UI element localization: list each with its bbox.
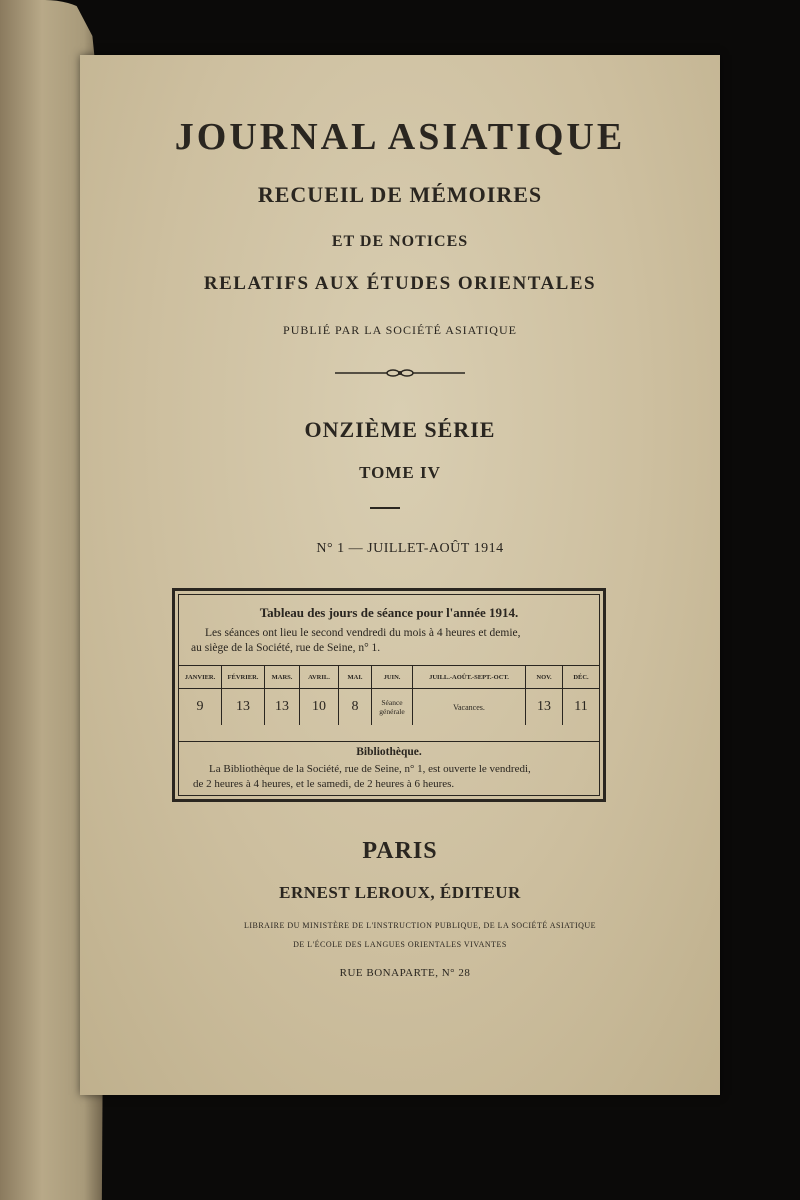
month-cell: JUIN. [372,666,413,689]
month-cell: FÉVRIER. [222,666,265,689]
library-title: Bibliothèque. [179,741,599,758]
subtitle-etudes: RELATIFS AUX ÉTUDES ORIENTALES [203,273,597,294]
month-cell: JANVIER. [179,666,222,689]
month-cell: MARS. [265,666,300,689]
day-cell: 8 [339,689,372,726]
month-cell: DÉC. [563,666,600,689]
day-cell: 9 [196,699,204,714]
day-cell: 13 [526,689,563,726]
month-row [179,666,599,689]
subtitle-memoires: RECUEIL DE MÉMOIRES [257,182,543,207]
schedule-line-1: Les séances ont lieu le second vendredi du mois à 4 heures et demie, [205,627,521,639]
city: PARIS [362,838,438,864]
day-cell: 11 [563,689,600,726]
publisher-credit-2: DE L'ÉCOLE DES LANGUES ORIENTALES VIVANTES [293,940,507,949]
title-page [80,55,720,1095]
short-divider [370,507,400,509]
tome-number: TOME IV [359,463,441,482]
schedule-title: Tableau des jours de séance pour l'année 1914. [259,605,519,620]
month-cell: MAI. [339,666,372,689]
day-cell: Vacances. [413,689,526,726]
publisher-credit-1: LIBRAIRE DU MINISTÈRE DE L'INSTRUCTION PUBLIQUE, DE LA SOCIÉTÉ ASIATIQUE [243,921,597,930]
schedule-box-inner [178,594,600,796]
month-cell: JUILL.-AOÛT.-SEPT.-OCT. [413,666,526,689]
day-cell: 13 [265,689,300,726]
month-cell: AVRIL. [300,666,339,689]
issue-number: N° 1 — JUILLET-AOÛT 1914 [316,541,504,556]
journal-title: JOURNAL ASIATIQUE [174,116,626,158]
day-cell: 13 [222,689,265,726]
schedule-table [179,665,599,725]
publisher-address: RUE BONAPARTE, N° 28 [339,967,471,979]
day-row [179,689,599,726]
day-cell: Séance générale [372,689,413,726]
month-cell: NOV. [526,666,563,689]
library-line-2: de 2 heures à 4 heures, et le samedi, de 2 heures à 6 heures. [193,778,455,790]
publisher-name: ERNEST LEROUX, ÉDITEUR [279,883,521,902]
series-name: ONZIÈME SÉRIE [304,417,496,442]
subtitle-notices: ET DE NOTICES [331,233,469,250]
ornament-rule-icon [335,368,465,378]
day-cell: 10 [300,689,339,726]
schedule-box [172,588,606,802]
library-line-1: La Bibliothèque de la Société, rue de Seine, n° 1, est ouverte le vendredi, [209,763,531,775]
schedule-line-2: au siège de la Société, rue de Seine, n° 1. [191,642,381,654]
publisher-line: PUBLIÉ PAR LA SOCIÉTÉ ASIATIQUE [283,323,517,337]
